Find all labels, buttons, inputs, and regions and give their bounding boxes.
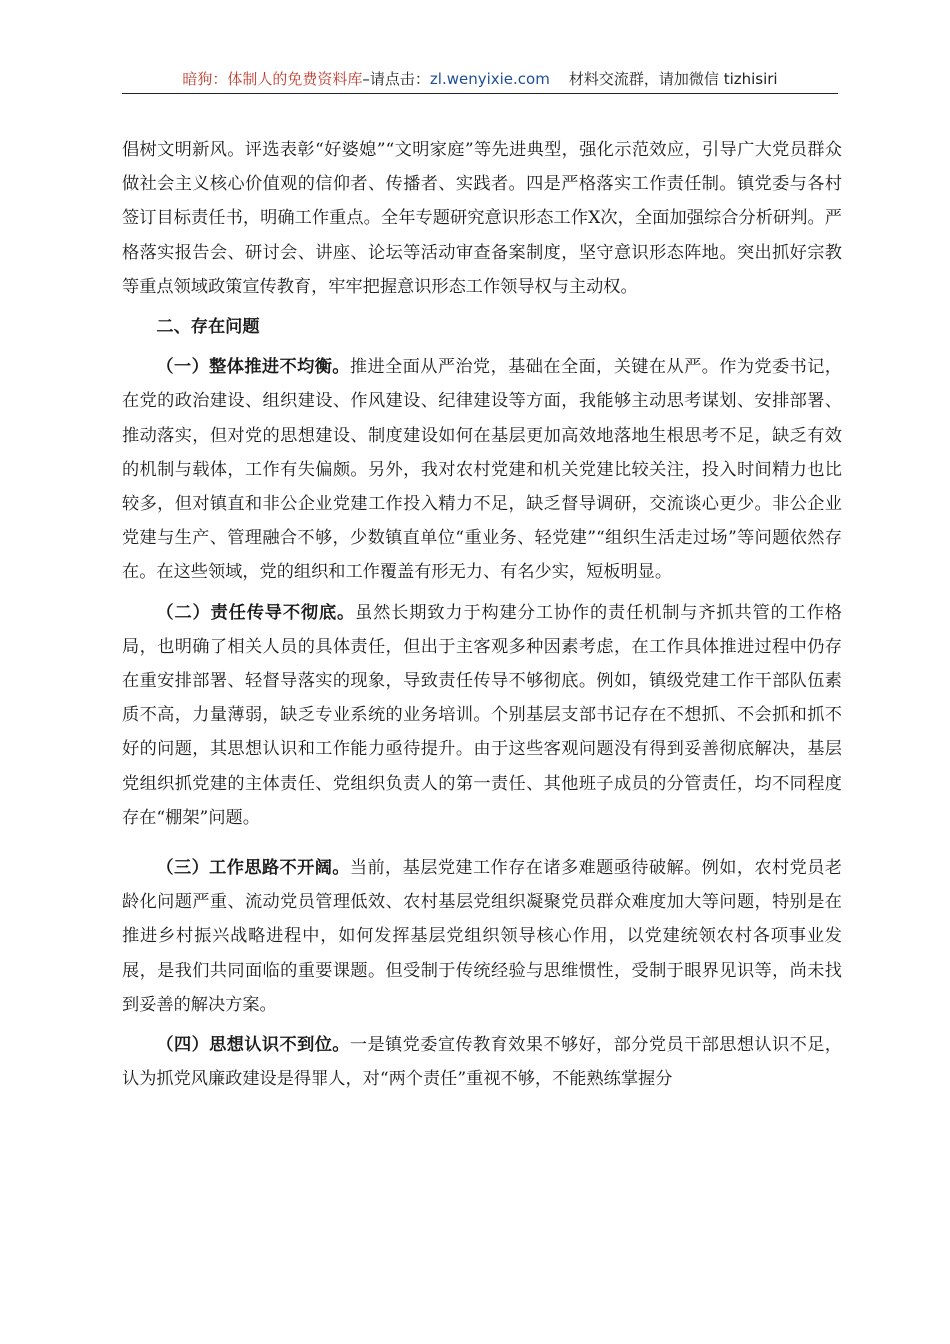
paragraph-continuation: 倡树文明新风。评选表彰“好婆媳”“文明家庭”等先进典型，强化示范效应，引导广大党员群众做社会主义核心价值观的信仰者、传播者、实践者。四是严格落实工作责任制。镇党委与各村签订目标责任书，明确工作重点。全年专题研究意识形态工作X次，全面加强综合分析研判。严格落实报告会、研讨会、讲座、论坛等活动审查备案制度，坚守意识形态阵地。突出抓好宗教等重点领域政策宣传教育，牢牢把握意识形态工作领导权与主动权。 <box>122 140 842 297</box>
header-click-prefix: –请点击： <box>362 70 430 88</box>
header-divider <box>122 93 838 94</box>
issue-3-title: （三）工作思路不开阔。 <box>156 858 350 879</box>
section-heading: 二、存在问题 <box>156 317 260 338</box>
issue-4-body: 一是镇党委宣传教育效果不够好，部分党员干部思想认识不足，认为抓党风廉政建设是得罪人，对“两个责任”重视不够，不能熟练掌握分 <box>122 1035 842 1090</box>
paragraph-issue-4 <box>122 1028 842 1096</box>
header-brand: 暗狗：体制人的免费资料库 <box>182 70 363 88</box>
document-body <box>122 133 842 1096</box>
page-header <box>122 66 838 92</box>
issue-2-body: 虽然长期致力于构建分工协作的责任机制与齐抓共管的工作格局，也明确了相关人员的具体责任，但出于主客观多种因素考虑，在工作具体推进过程中仍存在重安排部署、轻督导落实的现象，导致责任传导不够彻底。例如，镇级党建工作干部队伍素质不高，力量薄弱，缺乏专业系统的业务培训。个别基层支部书记存在不想抓、不会抓和抓不好的问题，其思想认识和工作能力亟待提升。由于这些客观问题没有得到妥善彻底解决，基层党组织抓党建的主体责任、党组织负责人的第一责任、其他班子成员的分管责任，均不同程度存在“棚架”问题。 <box>122 602 842 828</box>
paragraph-issue-3 <box>122 851 842 1022</box>
issue-3-body: 当前，基层党建工作存在诸多难题亟待破解。例如，农村党员老龄化问题严重、流动党员管理低效、农村基层党组织凝聚党员群众难度加大等问题，特别是在推进乡村振兴战略进程中，如何发挥基层党组织领导核心作用，以党建统领农村各项事业发展，是我们共同面临的重要课题。但受制于传统经验与思维惯性，受制于眼界见识等，尚未找到妥善的解决方案。 <box>122 858 842 1015</box>
issue-1-title: （一）整体推进不均衡。 <box>156 357 350 378</box>
paragraph-issue-2 <box>122 596 842 835</box>
issue-2-title: （二）责任传导不彻底。 <box>156 602 356 623</box>
issue-4-title: （四）思想认识不到位。 <box>156 1035 350 1056</box>
header-spacer <box>550 70 569 88</box>
issue-1-body: 推进全面从严治党，基础在全面，关键在从严。作为党委书记，在党的政治建设、组织建设、作风建设、纪律建设等方面，我能够主动思考谋划、安排部署、推动落实，但对党的思想建设、制度建设如何在基层更加高效地落地生根思考不足，缺乏有效的机制与载体，工作有失偏颇。另外，我对农村党建和机关党建比较关注，投入时间精力也比较多，但对镇直和非公企业党建工作投入精力不足，缺乏督导调研，交流谈心更少。非公企业党建与生产、管理融合不够，少数镇直单位“重业务、轻党建”“组织生活走过场”等问题依然存在。在这些领域，党的组织和工作覆盖有形无力、有名少实，短板明显。 <box>122 357 842 583</box>
paragraph-issue-1 <box>122 350 842 589</box>
header-wechat-note: 材料交流群，请加微信 tizhisiri <box>568 70 778 88</box>
header-url-link[interactable]: zl.wenyixie.com <box>429 70 550 88</box>
